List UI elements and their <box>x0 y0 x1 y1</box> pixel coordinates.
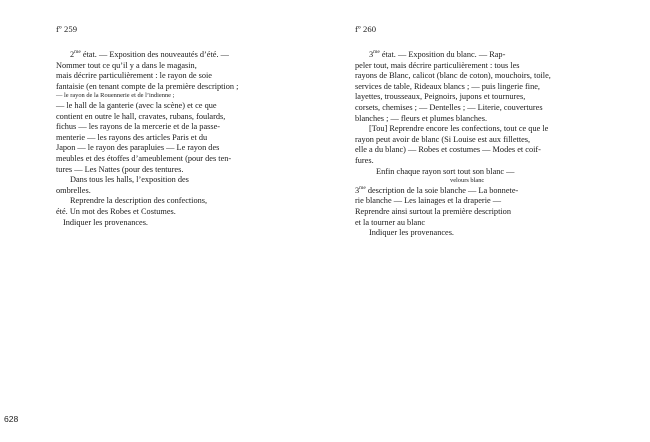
text-line: fichus — les rayons de la mercerie et de la passe- <box>56 122 221 132</box>
right-page-text <box>355 50 551 239</box>
text-line: fures. <box>355 155 374 165</box>
text-line: $3^{me}$ état. — Exposition du blanc. — Rap- <box>369 49 506 59</box>
text-line: Dans tous les halls, l’exposition des <box>70 175 189 185</box>
text-line: Enfin chaque rayon sort tout son blanc — <box>376 166 515 176</box>
page-number: 628 <box>4 414 19 424</box>
text-line: rayon peut avoir de blanc (Si Louise est aux fillettes, <box>355 134 531 144</box>
text-line: rie blanche — Les lainages et la draperie — <box>355 196 502 206</box>
text-line: — le hall de la ganterie (avec la scène) et ce que <box>56 100 217 110</box>
text-line: Japon — le rayon des parapluies — Le rayon des <box>56 143 220 153</box>
text-line: Reprendre la description des confections, <box>70 196 208 206</box>
text-line: tures — Les Nattes (pour des tentures. <box>56 164 184 174</box>
text-line: Nommer tout ce qu’il y a dans le magasin, <box>56 60 197 70</box>
text-line: rayons de Blanc, calicot (blanc de coton), mouchoirs, toile, <box>355 71 551 81</box>
text-line: meubles et des étoffes d’ameublement (pour des ten- <box>56 153 232 163</box>
text-line: ombrelles. <box>56 185 91 195</box>
text-line: Indiquer les provenances. <box>63 217 149 227</box>
text-line: mais décrire particulièrement : le rayon de soie <box>56 71 212 81</box>
text-line: elle a du blanc) — Robes et costumes — Modes et coif- <box>355 145 541 155</box>
text-line: fantaisie (en tenant compte de la première description ; <box>56 81 239 91</box>
text-line: été. Un mot des Robes et Costumes. <box>56 206 176 216</box>
text-line: services de table, Rideaux blancs ; — puis lingerie fine, <box>355 81 541 91</box>
text-line: contient en outre le hall, cravates, rubans, foulards, <box>56 111 226 121</box>
text-line: layettes, trousseaux, Peignoirs, jupons et tournures, <box>355 92 526 102</box>
left-page-text <box>56 50 238 228</box>
text-line: peler tout, mais décrire particulièrement : tous les <box>355 60 520 70</box>
folio-left: fº 259 <box>56 24 78 34</box>
interlinear-insertion: — le rayon de la Rouennerie et de l’indienne ; <box>56 92 175 100</box>
text-line: [Tou] Reprendre encore les confections, tout ce que le <box>369 124 549 134</box>
text-line: blanches ; — fleurs et plumes blanches. <box>355 113 488 123</box>
right-page <box>325 0 650 442</box>
interlinear-insertion: velours blanc <box>450 177 485 185</box>
text-line: et la tourner au blanc <box>355 217 426 227</box>
text-line: menterie — les rayons des articles Paris et du <box>56 132 208 142</box>
text-line: corsets, chemises ; — Dentelles ; — Literie, couvertures <box>355 102 543 112</box>
text-line: Reprendre ainsi surtout la première description <box>355 206 511 216</box>
text-line: Indiquer les provenances. <box>369 228 455 238</box>
text-line: $3^{me}$ description de la soie blanche — La bonnete- <box>355 184 519 195</box>
text-line: $2^{me}$ état. — Exposition des nouveautés d’été. — <box>70 49 229 59</box>
folio-right: fº 260 <box>355 24 377 34</box>
